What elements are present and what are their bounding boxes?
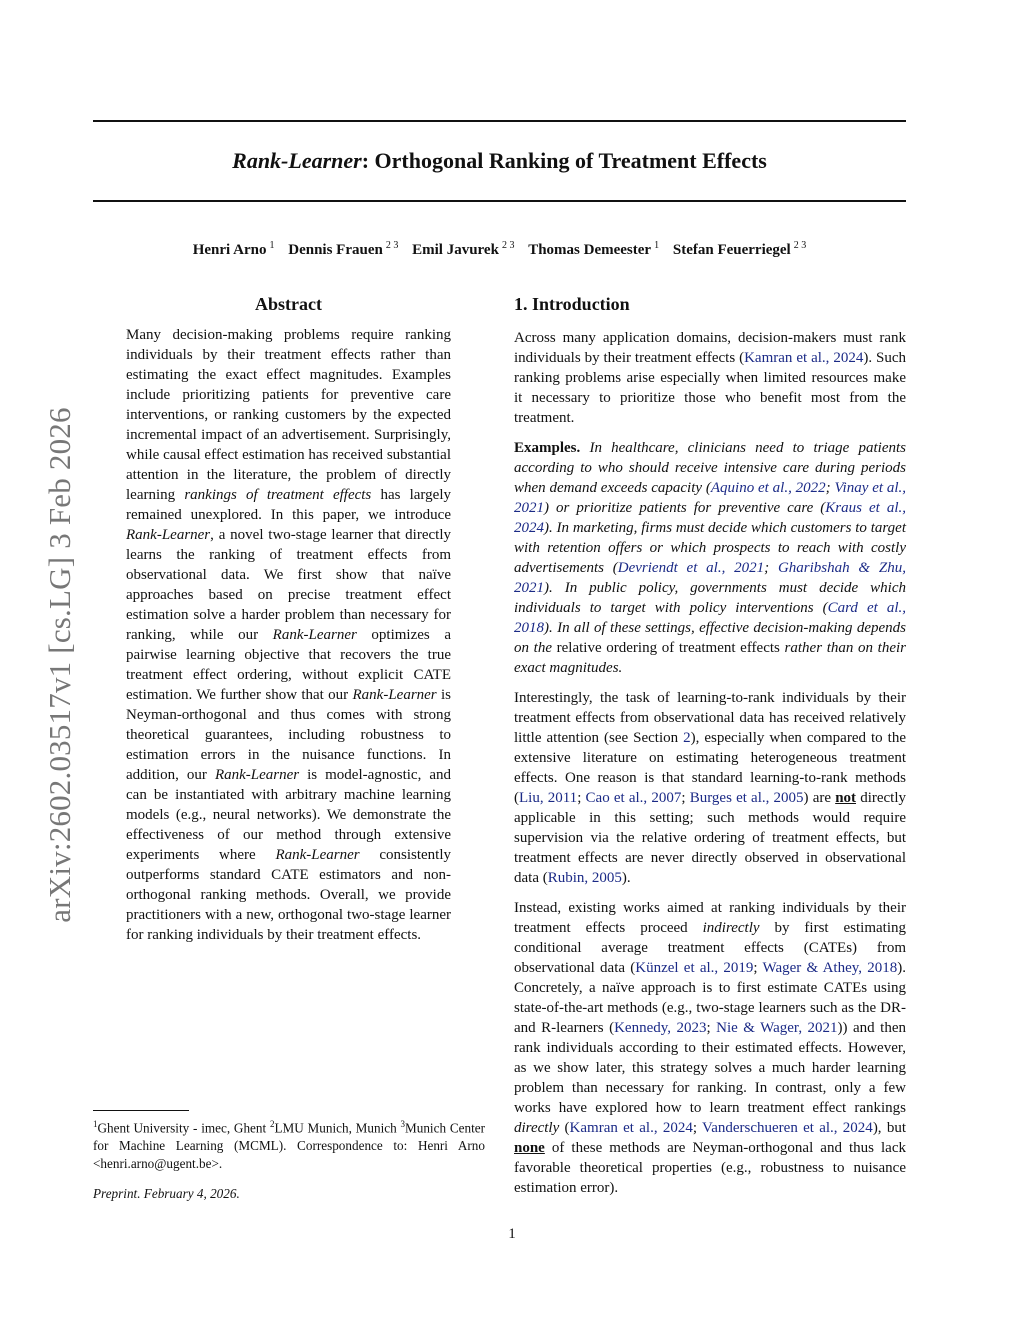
citation-link[interactable]: Devriendt et al., 2021 [617, 560, 765, 576]
citation-link[interactable]: Card et al., 2018 [514, 600, 906, 636]
abstract-text: Many decision-making problems require ranking individuals by their treatment effects rather than estimating the exact effect magnitudes. Examples include prioritizing patients for preventive care interventions, or ranking customers by the expected incremental impact of an advertisement. Surprisingly, while causal effect estimation has received substantial attention in the literature, the problem of directly learning rankings of treatment effects has largely remained unexplored. In this paper, we introduce Rank-Learner, a novel two-stage learner that directly learns the ranking of treatment effects from observational data. We first show that naïve approaches based on precise treatment effect estimation solve a harder problem than necessary for ranking, while our Rank-Learner optimizes a pairwise learning objective that recovers the true treatment effect ordering, without explicit CATE estimation. We further show that our Rank-Learner is Neyman-orthogonal and thus comes with strong theoretical guarantees, including robustness to estimation errors in the nuisance functions. In addition, our Rank-Learner is model-agnostic, and can be instantiated with arbitrary machine learning models (e.g., neural networks). We demonstrate the effectiveness of our method through extensive experiments where Rank-Learner consistently outperforms standard CATE estimators and non-orthogonal ranking methods. Overall, we provide practitioners with a new, orthogonal two-stage learner for ranking individuals by their treatment effects. [126, 327, 452, 943]
citation-link[interactable]: Vanderschueren et al., 2024 [702, 1120, 873, 1136]
citation-link[interactable]: Vinay et al., 2021 [514, 480, 907, 516]
citation-link[interactable]: Kraus et al., 2024 [514, 500, 906, 536]
citation-link[interactable]: Rubin, 2005 [547, 870, 622, 886]
citation-link[interactable]: Kamran et al., 2024 [569, 1120, 693, 1136]
intro-paragraph: Interestingly, the task of learning-to-rank individuals by their treatment effects from observational data has received relatively little attention (see Section 2), especially when compared to the extensive literature on estimating heterogeneous treatment effects. One reason is that standard learning-to-rank methods (Liu, 2011; Cao et al., 2007; Burges et al., 2005) are not directly applicable in this setting; such methods would require supervision via the relative ordering of treatment effects, but treatment effects are never directly observed in observational data (Rubin, 2005). [514, 690, 907, 886]
affiliation-footnote: $^1$Ghent University - imec, Ghent $^2$LMU Munich, Munich $^3$Munich Center for Machine Learning (MCML). Correspondence to: Henri Arno <henri.arno@ugent.be>. [93, 1119, 485, 1172]
intro-paragraph: Examples. In healthcare, clinicians need to triage patients according to who should receive intensive care during periods when demand exceeds capacity (Aquino et al., 2022; Vinay et al., 2021) or prioritize patients for preventive care (Kraus et al., 2024). In marketing, firms must decide which customers to target with retention offers or which prospects to reach with costly advertisements (Devriendt et al., 2021; Gharibshah & Zhu, 2021). In public policy, governments must decide which individuals to target with policy interventions (Card et al., 2018). In all of these settings, effective decision-making depends on the relative ordering of treatment effects rather than on their exact magnitudes. [514, 440, 907, 676]
author-list [93, 236, 906, 260]
citation-link[interactable]: Kamran et al., 2024 [744, 350, 864, 366]
citation-link[interactable]: Gharibshah & Zhu, 2021 [514, 560, 906, 596]
author: Emil Javurek $^{2 3}$ [412, 240, 515, 258]
author: Thomas Demeester $^1$ [528, 240, 660, 258]
examples-label: Examples. [514, 440, 581, 456]
footnote-rule [93, 1110, 189, 1111]
section-link[interactable]: 2 [683, 730, 691, 746]
introduction-heading: 1. Introduction [514, 294, 630, 314]
title-rest: : Orthogonal Ranking of Treatment Effects [361, 148, 767, 173]
introduction-body [514, 328, 906, 1208]
intro-paragraph: Instead, existing works aimed at ranking individuals by their treatment effects proceed indirectly by first estimating conditional average treatment effects (CATEs) from observational data (Künzel et al., 2019; Wager & Athey, 2018). Concretely, a naïve approach is to first estimate CATEs using state-of-the-art methods (e.g., two-stage learners such as the DR- and R-learners (Kennedy, 2023; Nie & Wager, 2021)) and then rank individuals according to their estimated effects. However, as we show later, this strategy solves a much harder learning problem than necessary for ranking. In contrast, only a few works have explored how to learn treatment effect rankings directly (Kamran et al., 2024; Vanderschueren et al., 2024), but none of these methods are Neyman-orthogonal and thus lack favorable theoretical properties (e.g., robustness to nuisance estimation error). [514, 900, 907, 1196]
author: Stefan Feuerriegel $^{2 3}$ [672, 240, 807, 258]
abstract-heading: Abstract [255, 294, 322, 314]
page-number: 1 [508, 1226, 516, 1242]
paper-title [93, 146, 906, 176]
title-rule-bottom [93, 200, 906, 202]
citation-link[interactable]: Liu, 2011 [519, 790, 578, 806]
citation-link[interactable]: Nie & Wager, 2021 [716, 1020, 838, 1036]
title-rule-top [93, 120, 906, 122]
preprint-note: Preprint. February 4, 2026. [93, 1186, 240, 1201]
title-method-name: Rank-Learner [232, 148, 362, 173]
citation-link[interactable]: Aquino et al., 2022 [710, 480, 826, 496]
author: Henri Arno $^1$ [192, 240, 275, 258]
arxiv-stamp[interactable]: arXiv:2602.03517v1 [cs.LG] 3 Feb 2026 [42, 407, 77, 923]
intro-paragraph: Across many application domains, decision-makers must rank individuals by their treatment effects (Kamran et al., 2024). Such ranking problems arise especially when limited resources make it necessary to prioritize those who benefit most from the treatment. [514, 330, 906, 426]
citation-link[interactable]: Cao et al., 2007 [585, 790, 682, 806]
citation-link[interactable]: Künzel et al., 2019 [635, 960, 754, 976]
author: Dennis Frauen $^{2 3}$ [288, 240, 399, 258]
citation-link[interactable]: Kennedy, 2023 [614, 1020, 707, 1036]
citation-link[interactable]: Burges et al., 2005 [689, 790, 804, 806]
citation-link[interactable]: Wager & Athey, 2018 [762, 960, 898, 976]
